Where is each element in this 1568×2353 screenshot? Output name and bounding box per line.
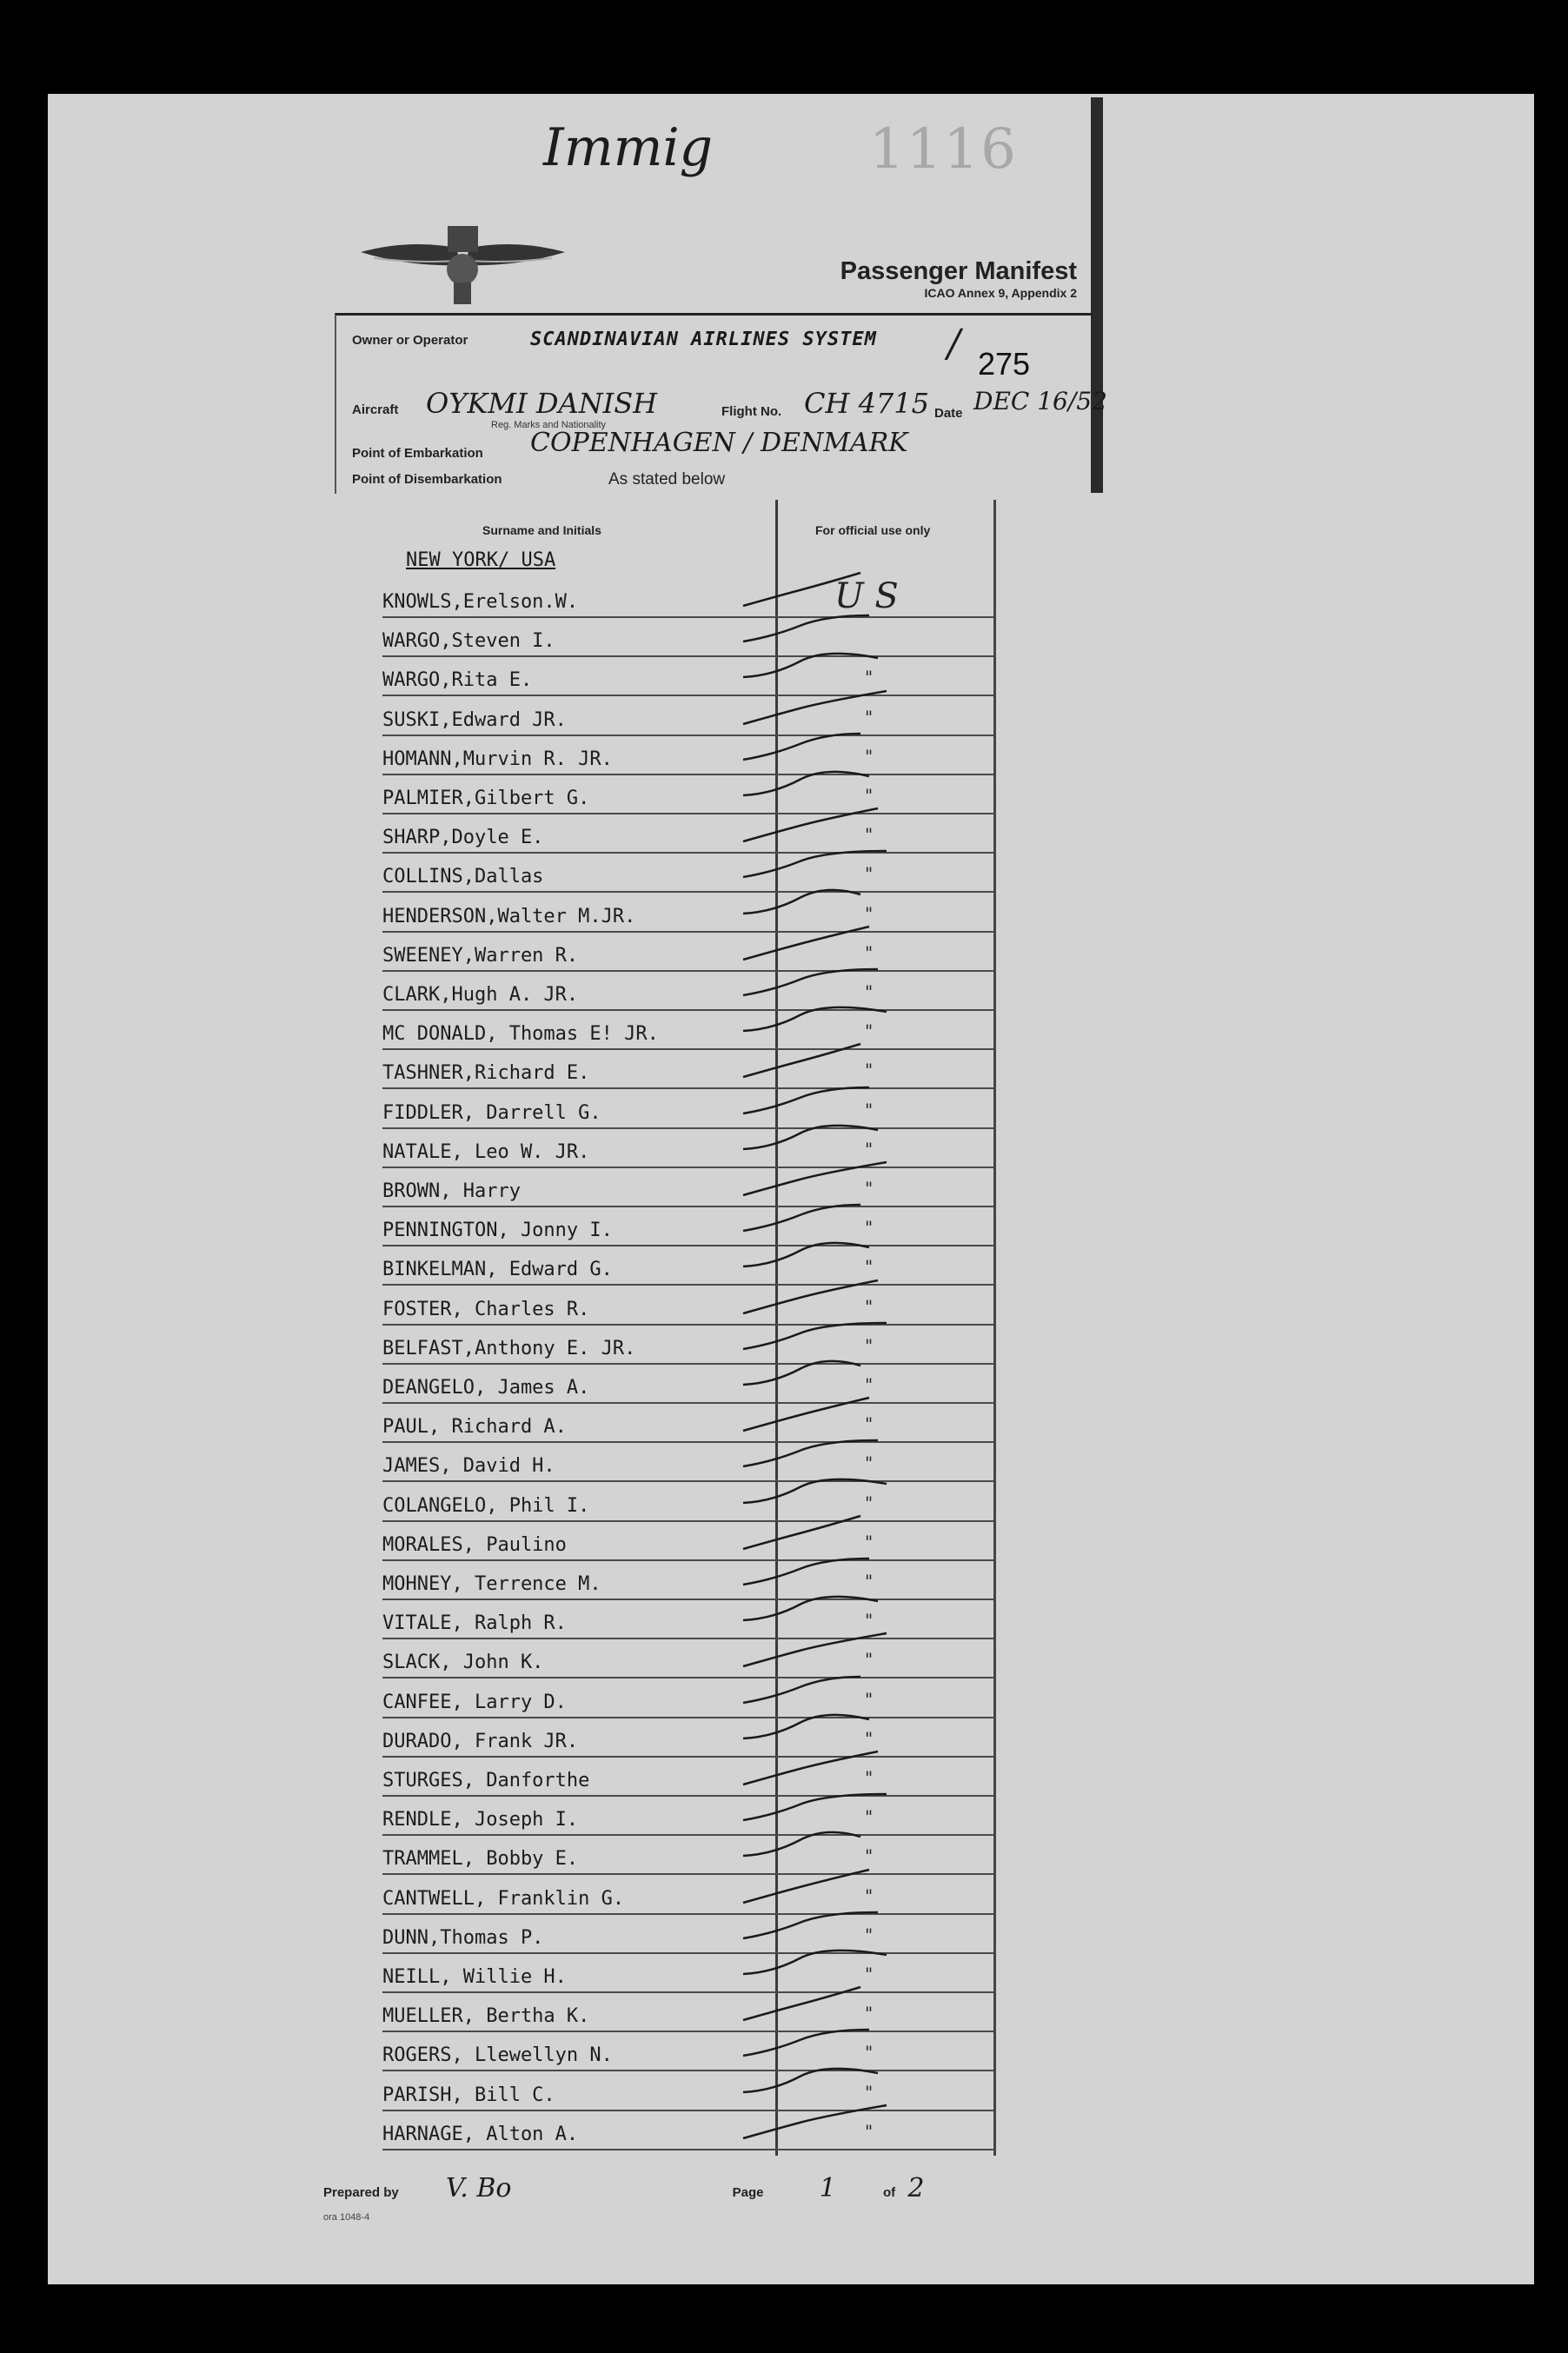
table-row [382, 2031, 993, 2071]
table-row [382, 1286, 993, 1326]
disembark-value: As stated below [608, 470, 726, 489]
table-row [382, 1482, 993, 1522]
official-mark: " [865, 1727, 874, 1749]
passenger-name: TRAMMEL, Bobby E. [382, 1848, 579, 1871]
form-title: Passenger Manifest [840, 257, 1077, 285]
name-column-header: Surname and Initials [482, 523, 601, 537]
table-row [382, 774, 993, 814]
reg-caption: Reg. Marks and Nationality [491, 420, 607, 430]
passenger-name: MUELLER, Bertha K. [382, 2005, 590, 2028]
official-mark: " [865, 1531, 874, 1552]
table-row [382, 1206, 993, 1246]
passenger-name: NATALE, Leo W. JR. [382, 1140, 590, 1163]
prepared-signature: V. Bo [445, 2173, 512, 2203]
prepared-label: Prepared by [323, 2185, 399, 2200]
airline-wings-logo [356, 213, 569, 309]
passenger-name: WARGO,Steven I. [382, 630, 555, 653]
passenger-name: PARISH, Bill C. [382, 2084, 555, 2106]
date-value: DEC 16/52 [973, 387, 1107, 415]
table-row [382, 2110, 993, 2150]
disembark-label: Point of Disembarkation [352, 472, 502, 487]
passenger-name: FOSTER, Charles R. [382, 1298, 590, 1320]
official-mark: " [865, 1374, 874, 1395]
table-row [382, 814, 993, 854]
passenger-name: DURADO, Frank JR. [382, 1730, 579, 1752]
official-mark: U S [834, 576, 899, 616]
official-mark: " [865, 1649, 874, 1671]
table-right-edge [993, 500, 996, 2156]
date-label: Date [934, 406, 963, 421]
passenger-name: BELFAST,Anthony E. JR. [382, 1337, 636, 1359]
passenger-name: CANFEE, Larry D. [382, 1691, 567, 1713]
official-mark: " [865, 1884, 874, 1906]
table-row [382, 1678, 993, 1718]
table-row [382, 1246, 993, 1286]
table-row [382, 1638, 993, 1678]
official-mark: " [865, 2042, 874, 2064]
passenger-name: SWEENEY,Warren R. [382, 944, 579, 967]
owner-slash-mark: / [947, 322, 960, 366]
table-row [382, 1718, 993, 1758]
official-mark: " [865, 1571, 874, 1592]
table-row [382, 1442, 993, 1482]
top-handwritten-note: Immig [543, 117, 714, 178]
table-row [382, 1049, 993, 1089]
table-row [382, 1521, 993, 1561]
flight-label: Flight No. [721, 404, 782, 419]
passenger-name: HOMANN,Murvin R. JR. [382, 748, 613, 770]
passenger-name: HARNAGE, Alton A. [382, 2123, 579, 2145]
passenger-name: HENDERSON,Walter M.JR. [382, 905, 636, 927]
passenger-name: SUSKI,Edward JR. [382, 708, 567, 731]
form-title-block [840, 257, 1077, 300]
official-mark: " [865, 2003, 874, 2024]
footer [323, 2173, 924, 2203]
table-row [382, 1089, 993, 1129]
passenger-name: WARGO,Rita E. [382, 669, 533, 692]
table-row [382, 1953, 993, 1993]
table-row [382, 617, 993, 657]
official-mark: " [865, 1492, 874, 1513]
passenger-name: BINKELMAN, Edward G. [382, 1259, 613, 1281]
faint-page-number: 1116 [869, 117, 1018, 182]
passenger-name: VITALE, Ralph R. [382, 1612, 567, 1635]
official-mark: " [865, 785, 874, 806]
header-right-edge [1091, 97, 1103, 493]
official-mark: " [865, 1924, 874, 1945]
passenger-name: JAMES, David H. [382, 1455, 555, 1478]
table-row [382, 2071, 993, 2111]
passenger-name: PENNINGTON, Jonny I. [382, 1220, 613, 1242]
official-column-header: For official use only [815, 523, 931, 537]
table-row [382, 1875, 993, 1915]
table-row [382, 1992, 993, 2032]
destination-heading: NEW YORK/ USA [406, 549, 556, 571]
official-mark: " [865, 1060, 874, 1081]
official-mark: " [865, 706, 874, 728]
official-mark: " [865, 1767, 874, 1788]
official-mark: " [865, 1845, 874, 1867]
table-row [382, 893, 993, 933]
table-row [382, 578, 993, 618]
official-mark: " [865, 824, 874, 846]
table-row [382, 656, 993, 696]
of-label: of [882, 2185, 896, 2200]
passenger-name: DUNN,Thomas P. [382, 1926, 544, 1949]
form-code: ora 1048-4 [323, 2212, 370, 2223]
embark-value: COPENHAGEN / DENMARK [530, 428, 908, 458]
official-mark: " [865, 981, 874, 1002]
official-mark: " [865, 1138, 874, 1160]
table-row [382, 1560, 993, 1600]
owner-label: Owner or Operator [352, 333, 468, 348]
official-mark: " [865, 1295, 874, 1317]
table-row [382, 1325, 993, 1365]
of-value: 2 [907, 2173, 925, 2203]
embark-label: Point of Embarkation [352, 446, 483, 461]
official-mark: " [865, 1806, 874, 1828]
official-mark: " [865, 1452, 874, 1474]
table-row [382, 1599, 993, 1639]
table-row [382, 696, 993, 736]
passenger-name: SLACK, John K. [382, 1652, 544, 1674]
passenger-name: KNOWLS,Erelson.W. [382, 591, 579, 613]
official-mark: " [865, 1256, 874, 1278]
table-row [382, 1364, 993, 1404]
table-row [382, 1010, 993, 1050]
table-row [382, 735, 993, 775]
passenger-name: PALMIER,Gilbert G. [382, 788, 590, 809]
passenger-name: TASHNER,Richard E. [382, 1062, 590, 1085]
official-mark: " [865, 863, 874, 885]
official-mark: " [865, 1020, 874, 1042]
passenger-name: FIDDLER, Darrell G. [382, 1101, 601, 1124]
official-mark: " [865, 1964, 874, 1984]
table-row [382, 971, 993, 1011]
passenger-name: PAUL, Richard A. [382, 1416, 567, 1439]
passenger-name: ROGERS, Llewellyn N. [382, 2044, 613, 2067]
table-row [382, 1167, 993, 1207]
passenger-name: CLARK,Hugh A. JR. [382, 984, 579, 1006]
page-label: Page [732, 2185, 764, 2200]
passenger-name: RENDLE, Joseph I. [382, 1809, 579, 1831]
official-mark: " [865, 1217, 874, 1239]
form-reference: ICAO Annex 9, Appendix 2 [924, 286, 1077, 300]
official-mark: " [865, 1178, 874, 1199]
official-mark: " [865, 1334, 874, 1356]
official-mark: " [865, 667, 874, 688]
table-row [382, 1835, 993, 1875]
official-mark: " [865, 902, 874, 924]
owner-value: SCANDINAVIAN AIRLINES SYSTEM [530, 329, 877, 350]
passenger-name: MORALES, Paulino [382, 1533, 567, 1556]
official-mark: " [865, 2081, 874, 2103]
passenger-name: STURGES, Danforthe [382, 1770, 590, 1791]
official-mark: " [865, 1099, 874, 1120]
official-mark: " [865, 1610, 874, 1632]
aircraft-label: Aircraft [352, 402, 399, 417]
passenger-name: NEILL, Willie H. [382, 1966, 567, 1988]
official-mark: " [865, 1688, 874, 1710]
passenger-name: CANTWELL, Franklin G. [382, 1887, 625, 1910]
official-mark: " [865, 2120, 874, 2142]
passenger-name: SHARP,Doyle E. [382, 827, 544, 849]
table-row [382, 1914, 993, 1954]
passenger-name: MC DONALD, Thomas E! JR. [382, 1023, 659, 1046]
passenger-name: COLLINS,Dallas [382, 866, 544, 888]
sheet-number: 275 [978, 346, 1031, 382]
passenger-name: DEANGELO, James A. [382, 1377, 590, 1399]
aircraft-value: OYKMI DANISH [426, 387, 658, 420]
official-mark: " [865, 745, 874, 767]
passenger-name: COLANGELO, Phil I. [382, 1494, 590, 1517]
table-row [382, 932, 993, 972]
table-row [382, 1796, 993, 1836]
table-row [382, 853, 993, 893]
official-mark: " [865, 1413, 874, 1435]
table-row [382, 1403, 993, 1443]
table-row [382, 1128, 993, 1168]
passenger-name: BROWN, Harry [382, 1180, 521, 1202]
official-mark: " [865, 941, 874, 963]
table-row [382, 1757, 993, 1797]
page-value: 1 [819, 2173, 836, 2203]
passenger-name: MOHNEY, Terrence M. [382, 1573, 601, 1595]
flight-value: CH 4715 [804, 387, 929, 420]
